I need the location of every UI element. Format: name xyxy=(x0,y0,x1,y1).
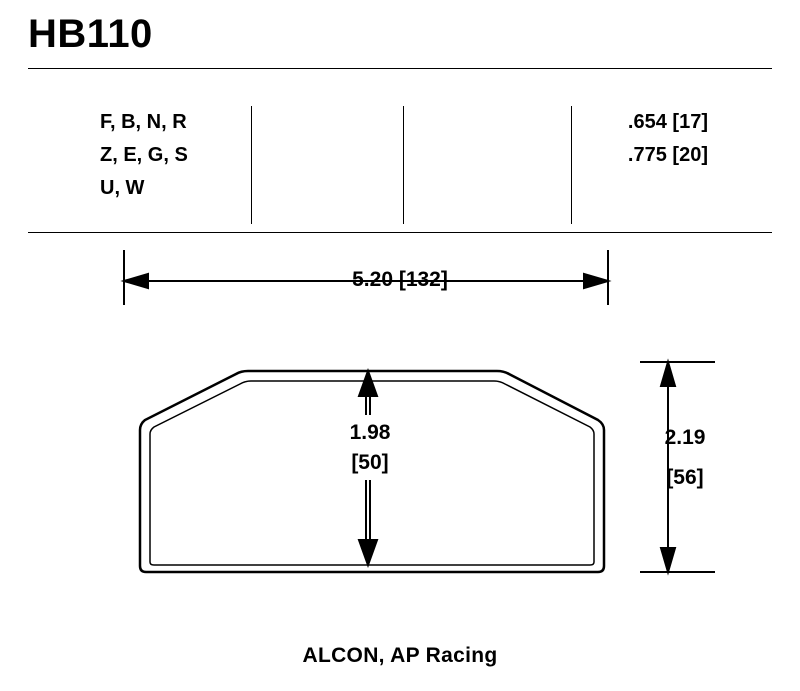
inner-height-dimension-label xyxy=(300,418,440,478)
height-mm: [56] xyxy=(666,466,704,489)
thickness-mm-1: [17] xyxy=(672,111,708,133)
height-arrow-down xyxy=(661,548,675,572)
inner-arrow-up xyxy=(359,371,377,396)
thickness-inches-2: .775 xyxy=(627,144,667,166)
height-arrow-up xyxy=(661,362,675,386)
compound-line-2: Z, E, G, S xyxy=(100,144,188,166)
page-title: HB110 xyxy=(28,12,153,56)
inner-arrow-down xyxy=(359,540,377,565)
inner-height-mm: [50] xyxy=(351,451,389,474)
compound-line-3: U, W xyxy=(100,177,145,199)
width-dimension-label: 5.20 [132] xyxy=(352,268,448,291)
brand-label: ALCON, AP Racing xyxy=(302,644,498,667)
thickness-mm-2: [20] xyxy=(672,144,708,166)
inner-height-inches: 1.98 xyxy=(349,421,391,444)
compound-line-1: F, B, N, R xyxy=(100,111,187,133)
thickness-inches-1: .654 xyxy=(627,111,667,133)
height-dimension-label xyxy=(630,418,740,498)
height-inches: 2.19 xyxy=(664,426,706,449)
